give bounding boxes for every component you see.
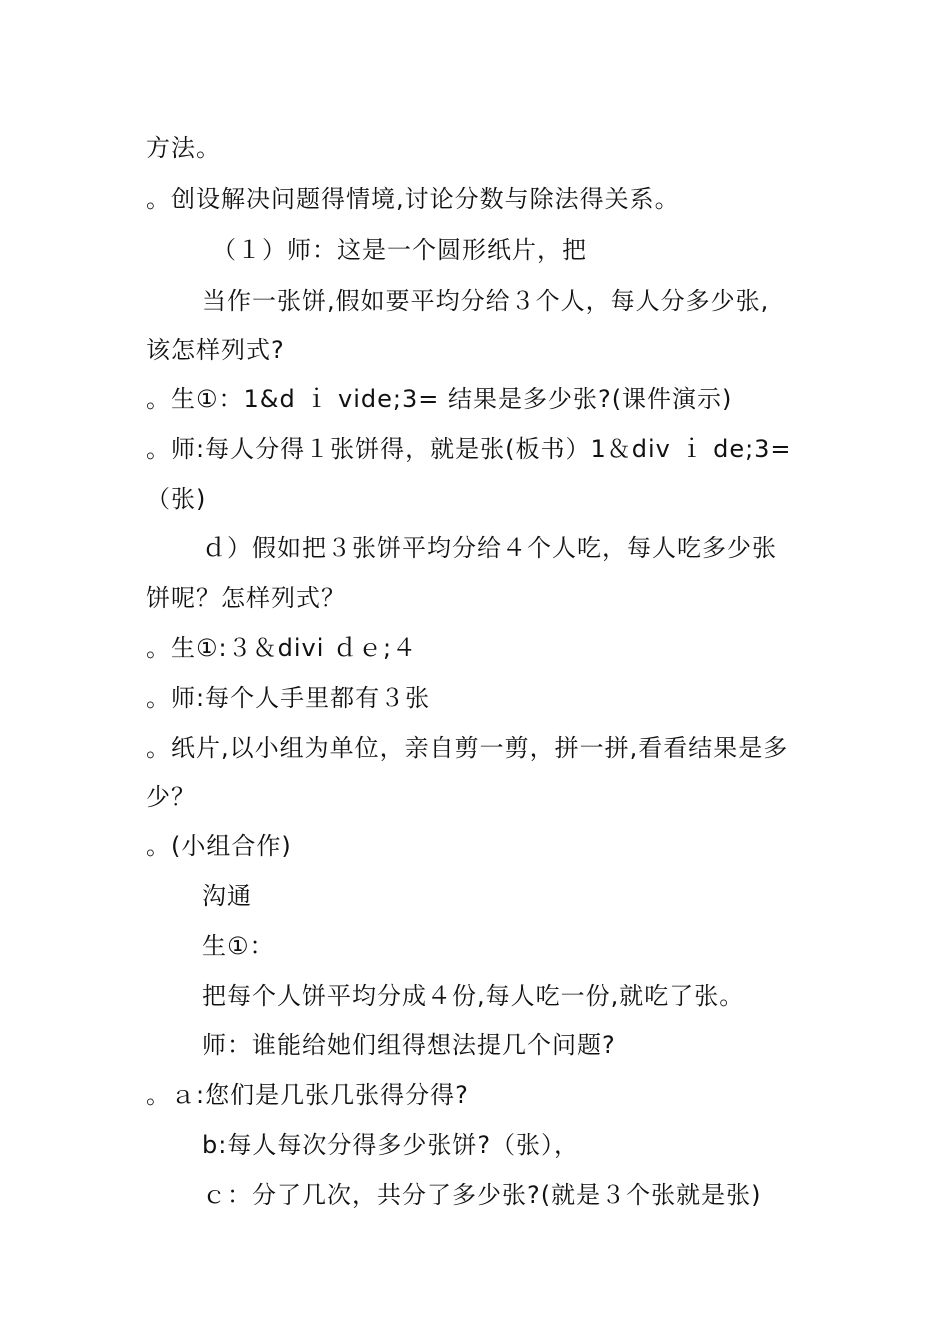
- text-line: 当作一张饼,假如要平均分给３个人，每人分多少张,: [202, 287, 770, 315]
- text-line: 。生①：1&d ｉ vide;3= 结果是多少张?(课件演示): [146, 385, 733, 413]
- text-line: 饼呢？怎样列式？: [146, 584, 346, 612]
- text-line: 。生①:３＆divi ｄｅ;４: [146, 634, 418, 662]
- text-line: 。创设解决问题得情境,讨论分数与除法得关系。: [146, 185, 680, 213]
- text-line: b:每人每次分得多少张饼?（张），: [202, 1131, 580, 1159]
- text-line: 师：谁能给她们组得想法提几个问题?: [202, 1031, 616, 1059]
- text-line: （１）师：这是一个圆形纸片，把: [212, 236, 587, 264]
- text-line: 生①：: [202, 932, 275, 960]
- text-line: 。ａ:您们是几张几张得分得?: [146, 1081, 469, 1109]
- text-line: 该怎样列式?: [146, 336, 285, 364]
- text-line: 把每个人饼平均分成４份,每人吃一份,就吃了张。: [202, 982, 745, 1010]
- text-line: ｄ）假如把３张饼平均分给４个人吃，每人吃多少张: [202, 534, 777, 562]
- text-line: 。(小组合作): [146, 832, 292, 860]
- text-line: 。师:每人分得１张饼得，就是张(板书）1＆div ｉ de;3=: [146, 435, 792, 463]
- text-line: ｃ：分了几次，共分了多少张?(就是３个张就是张): [202, 1181, 762, 1209]
- text-line: 方法。: [146, 134, 221, 162]
- text-line: 。纸片,以小组为单位，亲自剪一剪，拼一拼,看看结果是多: [146, 734, 789, 762]
- text-line: 少？: [146, 783, 196, 811]
- text-line: （张): [146, 485, 207, 513]
- text-line: 沟通: [202, 882, 252, 910]
- text-line: 。师:每个人手里都有３张: [146, 684, 431, 712]
